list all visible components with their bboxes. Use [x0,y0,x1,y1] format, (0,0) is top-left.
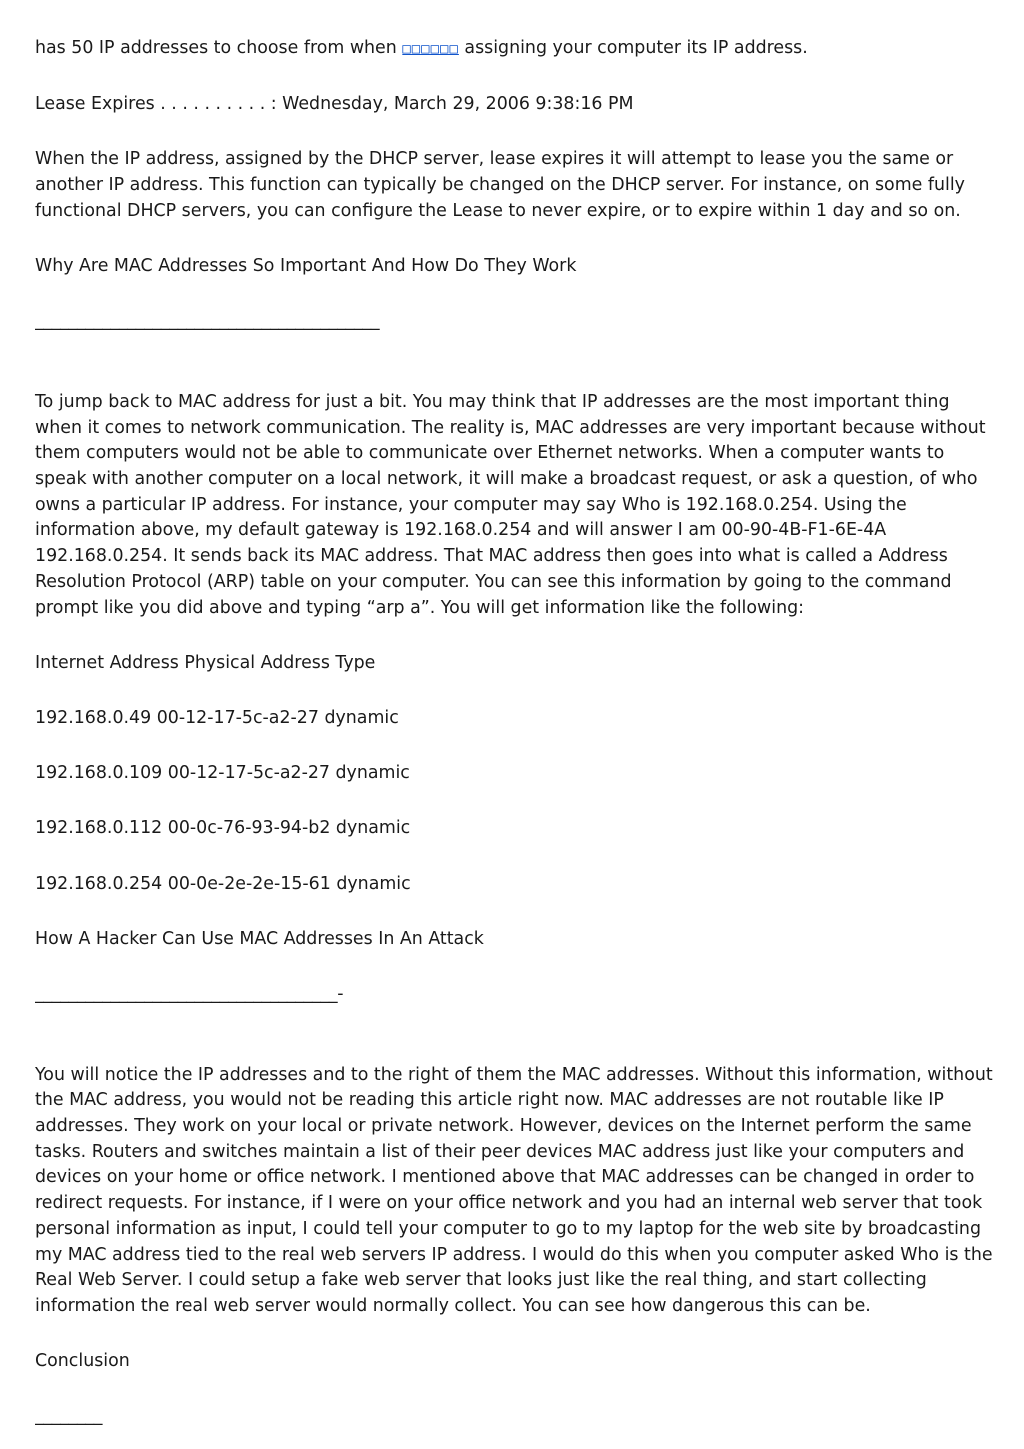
section-heading-mac-importance: Why Are MAC Addresses So Important And How Do They Work [35,256,577,277]
article-body [35,36,993,1430]
paragraph-ip-pool [35,36,993,63]
paragraph-attack-explanation: You will notice the IP addresses and to the right of them the MAC addresses. Without this information, without the MAC address, you would not be reading this article right now. MAC addresses are not routable like IP addresses. They work on your local or private network. However, devices on the Internet perform the same tasks. Routers and switches maintain a list of their peer devices MAC address just like your computers and devices on your home or office network. I mentioned above that MAC addresses can be changed in order to redirect requests. For instance, if I were on your office network and you had an internal web server that took personal information as input, I could tell your computer to go to my laptop for the web site by broadcasting my MAC address tied to the real web servers IP address. I would do this when you computer asked Who is the Real Web Server. I could setup a fake web server that looks just like the real thing, and start collecting information the real web server would normally collect. You can see how dangerous this can be. [35,1064,993,1316]
spacer [35,335,993,390]
section-heading-conclusion: Conclusion [35,1351,130,1372]
lease-expires-line: Lease Expires . . . . . . . . . . : Wednesday, March 29, 2006 9:38:16 PM [35,94,634,115]
arp-table-row: 192.168.0.112 00-0c-76-93-94-b2 dynamic [35,818,411,839]
inline-link[interactable]: □□□□□□ [402,41,459,57]
section-heading-hacker-attack: How A Hacker Can Use MAC Addresses In An Attack [35,928,484,949]
heading-underline-rule: _________________________________________ [35,311,380,332]
heading-underline-rule: ____________________________________- [35,983,344,1004]
paragraph-mac-explanation: To jump back to MAC address for just a bit. You may think that IP addresses are the most important thing when it comes to network communication. The reality is, MAC addresses are very important because without them computers would not be able to communicate over Ethernet networks. When a computer wants to speak with another computer on a local network, it will make a broadcast request, or ask a question, of who owns a particular IP address. For instance, your computer may say Who is 192.168.0.254. Using the information above, my default gateway is 192.168.0.254 and will answer I am 00-90-4B-F1-6E-4A 192.168.0.254. It sends back its MAC address. That MAC address then goes into what is called a Address Resolution Protocol (ARP) table on your computer. You can see this information by going to the command prompt like you did above and typing “arp a”. You will get information like the following: [35,391,986,618]
heading-underline-rule: ________ [35,1406,103,1427]
arp-table-header: Internet Address Physical Address Type [35,652,376,673]
paragraph-ip-pool-start: has 50 IP addresses to choose from when [35,38,403,58]
arp-table-row: 192.168.0.254 00-0e-2e-2e-15-61 dynamic [35,873,411,894]
paragraph-ip-pool-end: assigning your computer its IP address. [458,38,808,58]
arp-table-row: 192.168.0.49 00-12-17-5c-a2-27 dynamic [35,707,399,728]
arp-table-row: 192.168.0.109 00-12-17-5c-a2-27 dynamic [35,763,410,784]
paragraph-lease-renewal: When the IP address, assigned by the DHCP server, lease expires it will attempt to lease you the same or another IP address. This function can typically be changed on the DHCP server. For instance, on some fully functional DHCP servers, you can configure the Lease to never expire, or to expire within 1 day and so on. [35,149,965,221]
spacer [35,1008,993,1063]
